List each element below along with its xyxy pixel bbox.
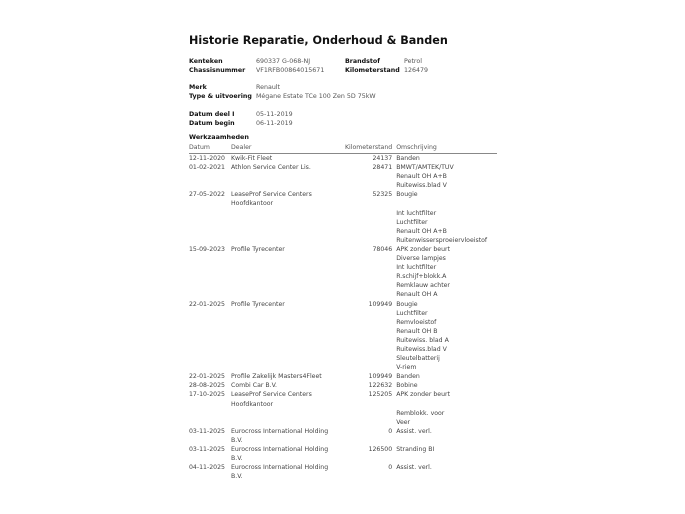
- row-omschrijving: Bougie: [396, 300, 418, 308]
- row-date: [189, 409, 231, 418]
- type-label: Type & uitvoering: [189, 93, 252, 100]
- row-dealer: Profile Zakelijk Masters4Fleet: [231, 373, 322, 381]
- row-kilometerstand: 52325: [372, 191, 393, 199]
- row-dealer: Profile Tyrecenter: [231, 300, 285, 308]
- merk-field: [189, 83, 280, 92]
- row-dealer: Eurocross International Holding B.V.: [231, 427, 329, 444]
- row-kilometerstand: [345, 409, 396, 418]
- table-row: [189, 372, 497, 381]
- table-row: [189, 390, 497, 408]
- row-omschrijving: V-riem: [396, 364, 417, 372]
- row-kilometerstand: [345, 218, 396, 227]
- row-dealer: [231, 209, 345, 218]
- row-omschrijving: Int luchtfilter: [396, 209, 437, 217]
- row-dealer: [231, 345, 345, 354]
- row-date: [189, 263, 231, 272]
- row-kilometerstand: [345, 327, 396, 336]
- row-dealer: [231, 354, 345, 363]
- row-omschrijving: Int luchtfilter: [396, 264, 437, 272]
- row-dealer: Athlon Service Center Lis.: [231, 164, 311, 172]
- row-omschrijving: Renault OH A: [396, 291, 438, 299]
- row-date: [189, 363, 231, 372]
- row-date: [189, 218, 231, 227]
- table-body: [189, 154, 497, 482]
- row-kilometerstand: 28471: [372, 164, 393, 172]
- row-kilometerstand: [345, 172, 396, 181]
- col-dealer: Dealer: [231, 144, 345, 154]
- row-omschrijving: Luchtfilter: [396, 309, 428, 317]
- row-date: 22-01-2025: [189, 373, 225, 381]
- col-omschrijving: Omschrijving: [396, 144, 497, 154]
- row-omschrijving: Ruitewiss.blad V: [396, 182, 447, 190]
- row-date: [189, 236, 231, 245]
- row-dealer: Eurocross International Holding B.V.: [231, 464, 329, 481]
- row-dealer: Kwik-Fit Fleet: [231, 155, 273, 162]
- table-row: [189, 427, 497, 445]
- row-date: [189, 272, 231, 281]
- row-kilometerstand: 78046: [372, 245, 393, 253]
- datum-deel1-label: Datum deel I: [189, 111, 235, 118]
- row-date: [189, 418, 231, 427]
- kenteken-value: 690337 G-068-NJ: [256, 58, 311, 65]
- row-kilometerstand: [345, 272, 396, 281]
- row-date: 22-01-2025: [189, 300, 225, 308]
- table-row-detail: [189, 263, 497, 272]
- datum-begin-field: [189, 119, 293, 128]
- row-date: [189, 309, 231, 318]
- col-kilometerstand: Kilometerstand: [345, 144, 396, 154]
- row-date: [189, 290, 231, 299]
- row-kilometerstand: 125205: [368, 391, 393, 399]
- row-omschrijving: Remvloeistof: [396, 318, 437, 326]
- table-row-detail: [189, 354, 497, 363]
- row-omschrijving: Renault OH A+B: [396, 227, 447, 235]
- kenteken-field: [189, 57, 310, 66]
- row-omschrijving: APK zonder beurt: [396, 391, 451, 399]
- brandstof-value: Petrol: [404, 58, 422, 65]
- row-date: 28-08-2025: [189, 382, 225, 390]
- row-omschrijving: APK zonder beurt: [396, 245, 451, 253]
- table-row: [189, 463, 497, 481]
- row-dealer: LeaseProf Service Centers Hoofdkantoor: [231, 391, 312, 408]
- col-datum: Datum: [189, 144, 231, 154]
- row-dealer: [231, 418, 345, 427]
- row-omschrijving: Renault OH A+B: [396, 173, 447, 181]
- chassis-field: [189, 66, 324, 75]
- row-date: [189, 318, 231, 327]
- row-dealer: [231, 290, 345, 299]
- row-date: 03-11-2025: [189, 446, 225, 453]
- row-kilometerstand: 0: [388, 464, 393, 472]
- row-kilometerstand: [345, 263, 396, 272]
- page-title: Historie Reparatie, Onderhoud & Banden: [189, 34, 448, 47]
- row-kilometerstand: [345, 418, 396, 427]
- row-date: 04-11-2025: [189, 464, 225, 472]
- datum-deel1-field: [189, 110, 293, 119]
- row-omschrijving: Bobine: [396, 382, 418, 390]
- row-dealer: [231, 281, 345, 290]
- row-dealer: [231, 172, 345, 181]
- row-kilometerstand: [345, 309, 396, 318]
- table-row: [189, 163, 497, 172]
- row-omschrijving: Stranding BI: [396, 446, 435, 453]
- row-dealer: [231, 181, 345, 190]
- table-row-detail: [189, 172, 497, 181]
- row-date: 15-09-2023: [189, 245, 225, 253]
- row-kilometerstand: 122632: [368, 382, 393, 390]
- row-kilometerstand: [345, 363, 396, 372]
- table-row-detail: [189, 327, 497, 336]
- row-kilometerstand: 0: [388, 427, 393, 435]
- row-kilometerstand: [345, 345, 396, 354]
- row-omschrijving: Ruitenwissersproeiervloeistof: [396, 236, 488, 244]
- row-dealer: Combi Car B.V.: [231, 382, 277, 390]
- row-dealer: [231, 409, 345, 418]
- row-date: [189, 181, 231, 190]
- row-date: 01-02-2021: [189, 164, 225, 172]
- row-dealer: [231, 263, 345, 272]
- row-kilometerstand: [345, 181, 396, 190]
- row-kilometerstand: 109949: [368, 373, 393, 381]
- table-row: [189, 245, 497, 254]
- row-omschrijving: R.schijf+blokk.A: [396, 273, 447, 281]
- row-omschrijving: Assist. verl.: [396, 464, 432, 472]
- table-row-detail: [189, 272, 497, 281]
- table-row: [189, 381, 497, 390]
- row-date: 03-11-2025: [189, 427, 225, 435]
- row-kilometerstand: 24137: [372, 155, 393, 162]
- row-kilometerstand: [345, 236, 396, 245]
- row-date: [189, 227, 231, 236]
- row-omschrijving: Assist. verl.: [396, 427, 432, 435]
- table-row-detail: [189, 236, 497, 245]
- type-field: [189, 92, 376, 101]
- row-dealer: [231, 227, 345, 236]
- row-date: [189, 209, 231, 218]
- row-kilometerstand: [345, 281, 396, 290]
- row-omschrijving: Veer: [396, 418, 411, 426]
- row-dealer: [231, 272, 345, 281]
- table-row: [189, 445, 497, 463]
- row-date: [189, 354, 231, 363]
- row-date: 12-11-2020: [189, 155, 225, 162]
- datum-begin-value: 06-11-2019: [256, 120, 293, 127]
- table-row-detail: [189, 363, 497, 372]
- row-omschrijving: Banden: [396, 373, 420, 381]
- kilometerstand-label: Kilometerstand: [345, 67, 400, 74]
- table-row-detail: [189, 254, 497, 263]
- row-dealer: [231, 336, 345, 345]
- row-date: [189, 336, 231, 345]
- table-row-detail: [189, 309, 497, 318]
- table-row-detail: [189, 181, 497, 190]
- row-date: 17-10-2025: [189, 391, 225, 399]
- row-kilometerstand: [345, 227, 396, 236]
- row-omschrijving: BMWT/AMTEK/TUV: [396, 164, 454, 172]
- row-omschrijving: Remklauw achter: [396, 282, 450, 290]
- row-dealer: LeaseProf Service Centers Hoofdkantoor: [231, 191, 312, 208]
- table-row-detail: [189, 290, 497, 299]
- table-row-detail: [189, 318, 497, 327]
- werkzaamheden-heading: Werkzaamheden: [189, 133, 249, 141]
- merk-value: Renault: [256, 84, 281, 91]
- row-date: [189, 345, 231, 354]
- kilometerstand-field: [345, 66, 428, 75]
- row-date: 27-05-2022: [189, 191, 225, 199]
- table-row-detail: [189, 409, 497, 418]
- row-kilometerstand: 126500: [368, 446, 393, 453]
- datum-begin-label: Datum begin: [189, 120, 235, 127]
- table-row-detail: [189, 336, 497, 345]
- table-row: [189, 300, 497, 309]
- table-row-detail: [189, 209, 497, 218]
- table-row-detail: [189, 218, 497, 227]
- table-header-row: [189, 144, 497, 154]
- row-kilometerstand: [345, 254, 396, 263]
- row-omschrijving: Sleutelbatterij: [396, 355, 440, 363]
- table-row-detail: [189, 418, 497, 427]
- chassis-value: VF1RFB00864015671: [256, 67, 325, 74]
- row-date: [189, 254, 231, 263]
- row-kilometerstand: [345, 318, 396, 327]
- row-omschrijving: Ruitewiss.blad V: [396, 345, 447, 353]
- table-row: [189, 154, 497, 164]
- row-dealer: [231, 218, 345, 227]
- row-date: [189, 327, 231, 336]
- row-dealer: Eurocross International Holding B.V.: [231, 446, 329, 463]
- row-omschrijving: Luchtfilter: [396, 218, 428, 226]
- row-kilometerstand: 109949: [368, 300, 393, 308]
- kilometerstand-value: 126479: [404, 67, 429, 74]
- row-dealer: [231, 318, 345, 327]
- brandstof-label: Brandstof: [345, 58, 380, 65]
- row-dealer: [231, 309, 345, 318]
- row-omschrijving: Ruitewiss. blad A: [396, 336, 449, 344]
- merk-label: Merk: [189, 84, 207, 91]
- werkzaamheden-table: [189, 144, 497, 481]
- table-row-detail: [189, 345, 497, 354]
- type-value: Mégane Estate TCe 100 Zen 5D 75kW: [256, 93, 376, 100]
- row-dealer: [231, 363, 345, 372]
- row-dealer: [231, 327, 345, 336]
- row-date: [189, 281, 231, 290]
- table-row-detail: [189, 227, 497, 236]
- row-kilometerstand: [345, 290, 396, 299]
- row-kilometerstand: [345, 354, 396, 363]
- row-omschrijving: Renault OH B: [396, 327, 438, 335]
- kenteken-label: Kenteken: [189, 58, 223, 65]
- datum-deel1-value: 05-11-2019: [256, 111, 293, 118]
- row-omschrijving: Bougie: [396, 191, 418, 199]
- row-omschrijving: Diverse lampjes: [396, 255, 446, 263]
- row-dealer: [231, 236, 345, 245]
- row-dealer: [231, 254, 345, 263]
- table-row: [189, 190, 497, 208]
- table-row-detail: [189, 281, 497, 290]
- row-omschrijving: Banden: [396, 155, 420, 162]
- row-kilometerstand: [345, 336, 396, 345]
- chassis-label: Chassisnummer: [189, 67, 246, 74]
- brandstof-field: [345, 57, 422, 66]
- row-omschrijving: Remblokk. voor: [396, 409, 445, 417]
- row-kilometerstand: [345, 209, 396, 218]
- row-date: [189, 172, 231, 181]
- row-dealer: Profile Tyrecenter: [231, 245, 285, 253]
